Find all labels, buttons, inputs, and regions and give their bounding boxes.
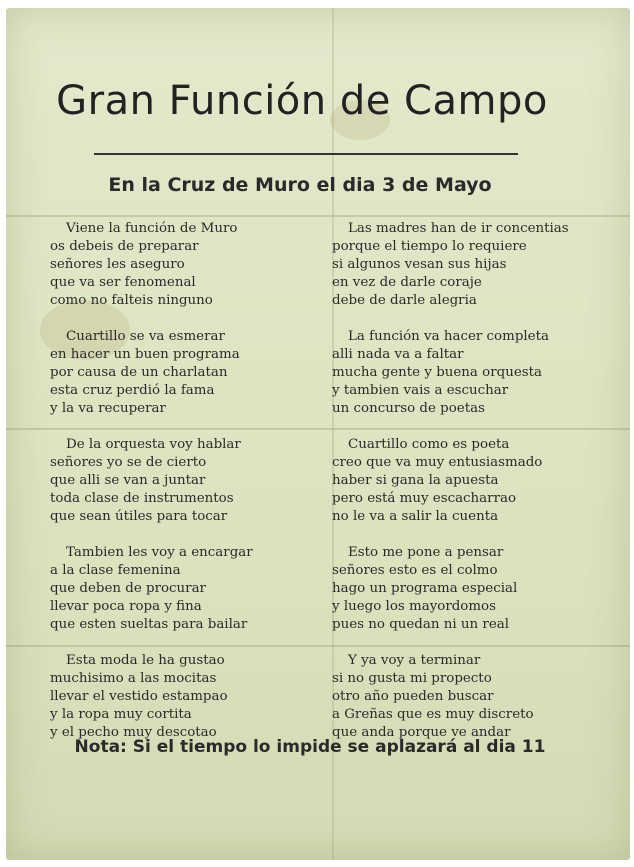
poem-line: alli nada va a faltar — [332, 347, 464, 362]
poem-line: llevar poca ropa y fina — [50, 599, 202, 614]
right-poem-column — [332, 220, 569, 742]
poem-line: pero está muy escacharrao — [332, 491, 517, 506]
poem-line: que alli se van a juntar — [50, 473, 206, 488]
poem-line: hago un programa especial — [332, 581, 518, 596]
poem-line: toda clase de instrumentos — [50, 491, 234, 506]
poem-stanza — [50, 652, 253, 742]
left-poem-column — [50, 220, 253, 742]
poem-stanza — [332, 544, 569, 634]
poem-line: haber si gana la apuesta — [332, 473, 499, 488]
poem-line: y tambien vais a escuchar — [332, 383, 509, 398]
poem-stanza — [50, 436, 253, 526]
poem-line: y la ropa muy cortita — [50, 707, 192, 722]
poem-stanza — [332, 328, 569, 418]
poem-line: si algunos vesan sus hijas — [332, 257, 507, 272]
poem-stanza — [332, 436, 569, 526]
poem-line: porque el tiempo lo requiere — [332, 239, 527, 254]
poem-line: y luego los mayordomos — [332, 599, 496, 614]
document-title: Gran Función de Campo — [56, 78, 548, 124]
poem-line: Viene la función de Muro — [66, 221, 238, 236]
poem-line: Cuartillo se va esmerar — [66, 329, 225, 344]
poem-line: si no gusta mi propecto — [332, 671, 492, 686]
poem-stanza — [50, 220, 253, 310]
poem-line: Tambien les voy a encargar — [66, 545, 253, 560]
stanza-gap — [332, 526, 569, 544]
stanza-gap — [332, 310, 569, 328]
poem-line: pues no quedan ni un real — [332, 617, 510, 632]
poem-line: Cuartillo como es poeta — [348, 437, 510, 452]
poem-line: que esten sueltas para bailar — [50, 617, 248, 632]
poem-line: Esto me pone a pensar — [348, 545, 504, 560]
poem-line: que sean útiles para tocar — [50, 509, 228, 524]
footer-note: Nota: Si el tiempo lo impide se aplazará al dia 11 — [74, 737, 546, 757]
poem-line: De la orquesta voy hablar — [66, 437, 241, 452]
title-underline — [94, 153, 518, 155]
stanza-gap — [332, 634, 569, 652]
poem-line: llevar el vestido estampao — [50, 689, 228, 704]
poem-line: otro año pueden buscar — [332, 689, 494, 704]
stanza-gap — [50, 526, 253, 544]
poem-stanza — [332, 652, 569, 742]
poem-line: La función va hacer completa — [348, 329, 549, 344]
poem-line: que deben de procurar — [50, 581, 206, 596]
poem-line: que va ser fenomenal — [50, 275, 196, 290]
document-subtitle: En la Cruz de Muro el dia 3 de Mayo — [108, 174, 492, 196]
stanza-gap — [50, 310, 253, 328]
poem-line: esta cruz perdió la fama — [50, 383, 215, 398]
poem-line: muchisimo a las mocitas — [50, 671, 217, 686]
poem-line: y el pecho muy descotao — [50, 725, 217, 740]
poem-stanza — [50, 328, 253, 418]
poem-stanza — [332, 220, 569, 310]
poem-line: por causa de un charlatan — [50, 365, 228, 380]
poem-line: que anda porque ve andar — [332, 725, 511, 740]
poem-line: a Greñas que es muy discreto — [332, 707, 534, 722]
poem-line: en vez de darle coraje — [332, 275, 482, 290]
poem-line: en hacer un buen programa — [50, 347, 240, 362]
poem-line: Las madres han de ir concentias — [348, 221, 569, 236]
poem-line: debe de darle alegria — [332, 293, 477, 308]
poem-line: señores les aseguro — [50, 257, 185, 272]
poem-line: mucha gente y buena orquesta — [332, 365, 542, 380]
fold-line — [6, 215, 630, 217]
poem-line: un concurso de poetas — [332, 401, 485, 416]
poem-line: Y ya voy a terminar — [348, 653, 481, 668]
stanza-gap — [332, 418, 569, 436]
poem-line: Esta moda le ha gustao — [66, 653, 225, 668]
poem-line: señores yo se de cierto — [50, 455, 207, 470]
poem-line: creo que va muy entusiasmado — [332, 455, 543, 470]
poem-line: os debeis de preparar — [50, 239, 199, 254]
stanza-gap — [50, 634, 253, 652]
stanza-gap — [50, 418, 253, 436]
poem-line: no le va a salir la cuenta — [332, 509, 499, 524]
poem-line: a la clase femenina — [50, 563, 181, 578]
poem-line: y la va recuperar — [50, 401, 166, 416]
poem-line: señores esto es el colmo — [332, 563, 498, 578]
poem-stanza — [50, 544, 253, 634]
poem-line: como no falteis ninguno — [50, 293, 213, 308]
